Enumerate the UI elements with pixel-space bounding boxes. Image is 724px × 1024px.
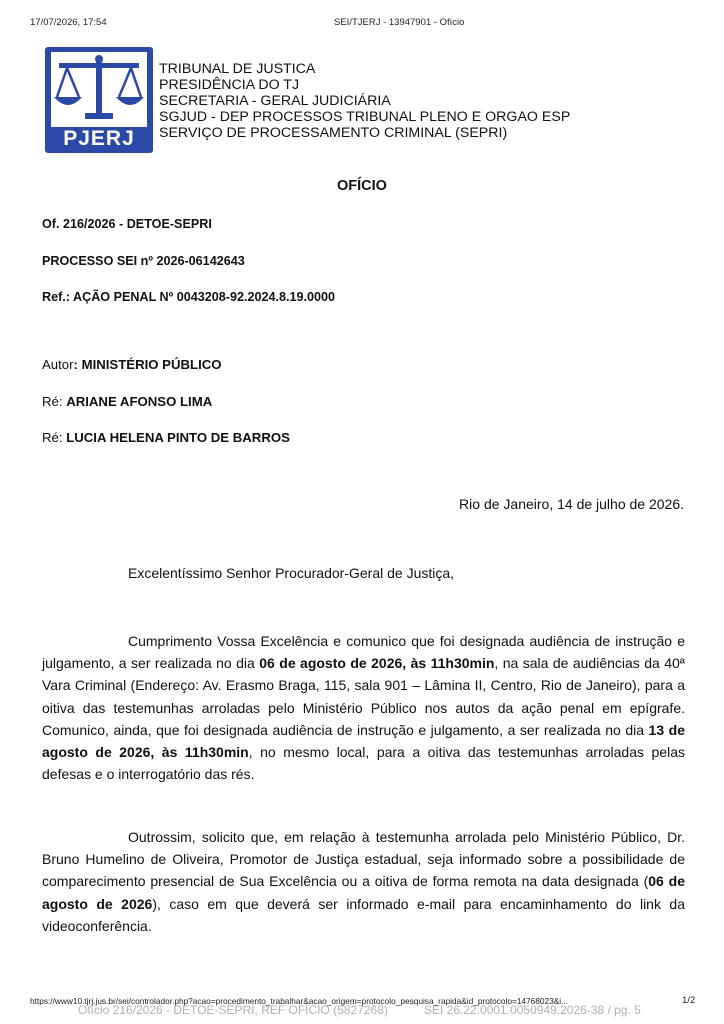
p2-bold-date: 06 de agosto de 2026 [42,873,685,912]
p2-text-2: ), caso em que deverá ser informado e-mail para encaminhamento do link da videoconferência. [42,895,686,934]
party-re-2 [42,430,290,445]
letterhead-line-2: PRESIDÊNCIA DO TJ [159,77,300,93]
logo-text: PJERJ [63,127,135,150]
body-paragraph-1 [42,630,685,785]
pjerj-logo [45,47,153,153]
p1-bold-date-2: 13 de agosto de 2026, às 11h30min [42,721,685,761]
p1-text-1: Cumprimento Vossa Excelência e comunico que foi designada audiência de instrução e julgamento, a ser realizada no dia [42,633,685,672]
stamp-footer-right: SEI 26.22.0001.0050949.2026-38 / pg. 5 [424,1003,641,1017]
party-re-1-label: Ré: [42,394,67,409]
stamp-footer-left: Ofício 216/2026 - DETOE-SEPRI, REF OFÍCIO (5827268) [78,1003,388,1017]
reference-acao-penal: Ref.: AÇÃO PENAL Nº 0043208-92.2024.8.19.0000 [42,290,336,304]
party-autor-label: Autor [42,357,74,372]
p2-text-1: Outrossim, solicito que, em relação à testemunha arrolada pelo Ministério Público, Dr. Bruno Humelino de Oliveira, Promotor de Justiça estadual, seja informado sobre a possibilidade de comparecimento presencial de Sua Excelência ou a oitiva de forma remota na data designada ( [42,829,685,890]
p1-text-2: , na sala de audiências da 40ª Vara Criminal (Endereço: Av. Erasmo Braga, 115, sala 901 – Lâmina II, Centro, Rio de Janeiro), para a oitiva das testemunhas arroladas pelo Ministério Público nos autos da ação penal em epígrafe. Comunico, ainda, que foi designada audiência de instrução e julgamento, a ser realizada no dia [42,655,685,738]
letterhead-line-3: SECRETARIA - GERAL JUDICIÁRIA [159,93,391,109]
place-date: Rio de Janeiro, 14 de julho de 2026. [459,496,684,512]
document-heading: OFÍCIO [337,178,387,194]
letterhead-line-5: SERVIÇO DE PROCESSAMENTO CRIMINAL (SEPRI) [159,125,508,141]
party-re-2-label: Ré: [42,430,67,445]
p1-text-3: , no mesmo local, para a oitiva das testemunhas arroladas pelas defesas e o interrogatório das rés. [42,744,685,783]
p1-bold-date-1: 06 de agosto de 2026, às 11h30min [259,655,495,672]
salutation: Excelentíssimo Senhor Procurador-Geral de Justiça, [128,565,455,581]
letterhead-line-1: TRIBUNAL DE JUSTICA [159,61,316,77]
oficio-number: Of. 216/2026 - DETOE-SEPRI [42,217,212,231]
print-url: https://www10.tjrj.jus.br/sei/controlador.php?acao=procedimento_trabalhar&acao_origem=protocolo_pesquisa_rapida&id_protocolo=14768023&i... [30,996,569,1006]
body-paragraph-2 [42,826,685,937]
party-re-2-value: LUCIA HELENA PINTO DE BARROS [66,430,290,445]
print-page-number: 1/2 [682,995,696,1006]
party-autor-value: : MINISTÉRIO PÚBLICO [73,357,222,372]
party-re-1 [42,394,212,409]
print-doc-title: SEI/TJERJ - 13947901 - Ofício [334,17,465,28]
letterhead-line-4: SGJUD - DEP PROCESSOS TRIBUNAL PLENO E ORGAO ESP [159,109,571,125]
print-datetime: 17/07/2026, 17:54 [30,17,107,28]
party-autor [42,357,222,372]
processo-sei: PROCESSO SEI nº 2026-06142643 [42,254,245,268]
party-re-1-value: ARIANE AFONSO LIMA [66,394,213,409]
